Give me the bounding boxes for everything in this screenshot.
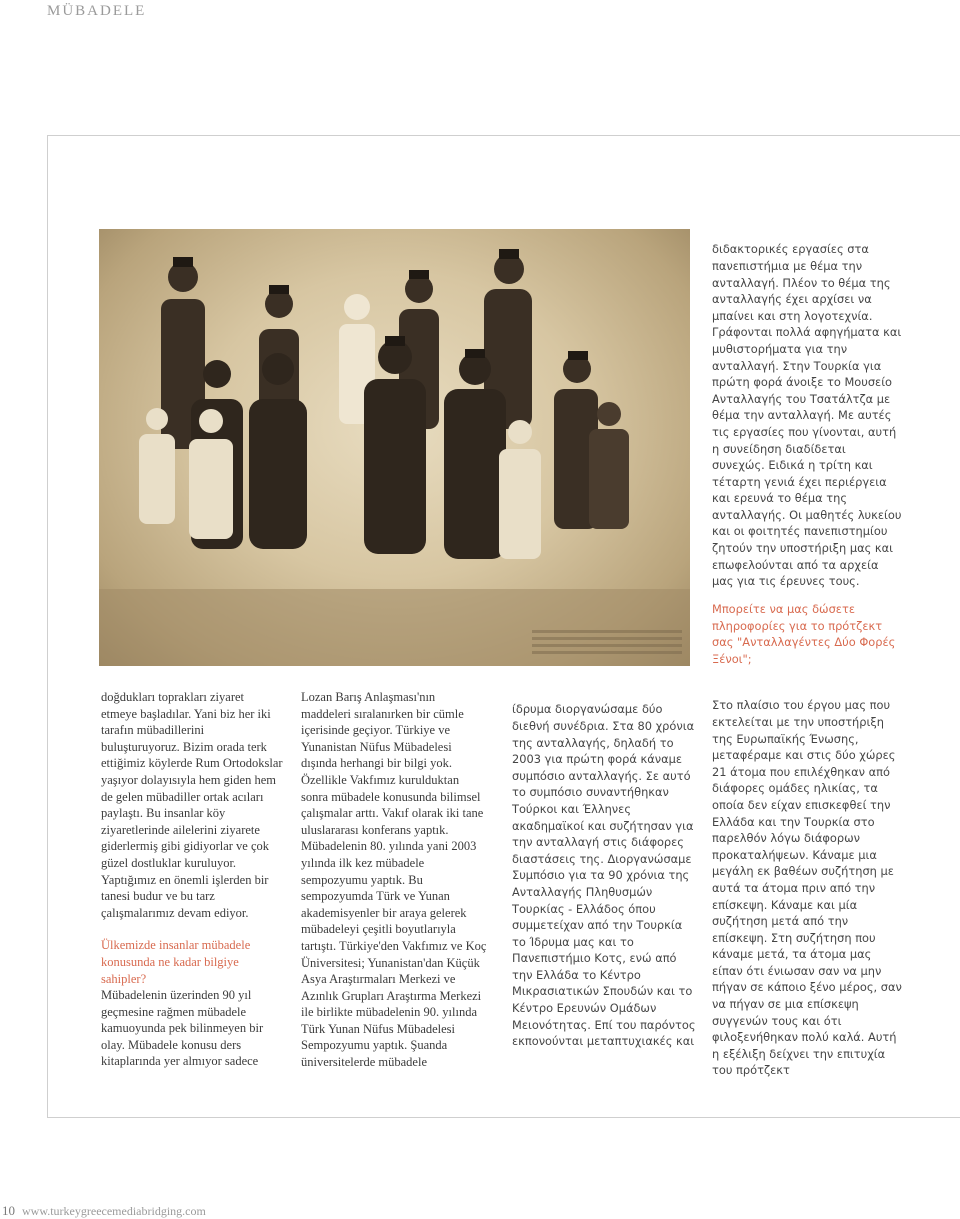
greek-column-2-bottom: [712, 686, 902, 1090]
col1-paragraph-1: doğdukları toprakları ziyaret etmeye başladılar. Yani biz her iki tarafın mübadillerini buluşturuyoruz. Bizim orada terk ettiğimiz köylerde Rum Ortodokslar yaşıyor dolayısıyla hem giden hem de gelen mübadiller ortak acıları paylaştı. Bu insanlar köy ziyaretlerinde ailelerini ziyarete giderlermiş gibi gidiyorlar ve çok güzel dostluklar kuruluyor. Yaptığımız en önemli işlerden bir tanesi budur ve bu tarz çalışmalarımız devam ediyor.: [101, 690, 283, 920]
greek-column-2-top: [712, 230, 902, 679]
col4-paragraph-1: διδακτορικές εργασίες στα πανεπιστήμια με θέμα την ανταλλαγή. Πλέον το θέμα της ανταλλαγής έχει αρχίσει να μπαίνει και στη λογοτεχνία. Γράφονται πολλά αφηγήματα και μυθιστορήματα για την ανταλλαγή. Στην Τουρκία για πρώτη φορά άνοιξε το Μουσείο Ανταλλαγής του Τσατάλτζα με θέμα την ανταλλαγή. Με αυτές τις εργασίες που γίνονται, αυτή η συνείδηση διαδίδεται συνεχώς. Ειδικά η τρίτη και τέταρτη γενιά έχει περιέργεια και ερευνά το θέμα της ανταλλαγής. Οι μαθητές λυκείου και οι φοιτητές πανεπιστημίου ζητούν την υποστήριξη μας και επωφελούνται από τα αρχεία μας για τις έρευνες τους.: [712, 242, 902, 589]
photo-caption: [532, 630, 682, 658]
turkish-column-1: [101, 689, 283, 1070]
col2-paragraph-1: Lozan Barış Anlaşması'nın maddeleri sıralanırken bir cümle içerisinde geçiyor. Türkiye ve Yunanistan Nüfus Mübadelesi dışında herhangi bir bilgi yok. Özellikle Vakfımız kurulduktan sonra mübadele konusunda bilimsel çalışmalar arttı. Vakıf olarak iki tane uluslararası konferans yaptık. Mübadelenin 80. yılında yani 2003 yılında ilk kez mübadele sempozyumu yaptık. Bu sempozyumda Türk ve Yunan akademisyenler bir araya gelerek mübadeleyi çeşitli boyutlarıyla tartıştı. Türkiye'den Vakfımız ve Koç Üniversitesi; Yunanistan'dan Küçük Asya Araştırmaları Merkezi ve Azınlık Grupları Araştırma Merkezi ile birlikte mübadelenin 90. yılında Türk Yunan Nüfus Mübadelesi Sempozyumu yaptık. Şuanda üniversitelerde mübadele: [301, 690, 487, 1070]
col4-paragraph-2: Στο πλαίσιο του έργου μας που εκτελείται με την υποστήριξη της Ευρωπαϊκής Ένωσης, μεταφέραμε και στις δύο χώρες 21 άτομα που επιλέχθηκαν από διάφορες ομάδες ηλικίας, τα οποία δεν είχαν επισκεφθεί την Ελλάδα και την Τουρκία στο παρελθόν λόγω διάφορων προκαταλήψεων. Κάναμε μια μεγάλη εκ βαθέων συζήτηση με αυτά τα άτομα πριν από την επίσκεψη. Κάναμε και μία συζήτηση μετά από την επίσκεψη. Στη συζήτηση που κάναμε μετά, τα άτομα μας είπαν ότι ένιωσαν σαν να μην πήγαν σε κάποιο ξένο μέρος, σαν να πήγαν σε μια επίσκεψη συγγενών τους και ότι φιλοξενήθηκαν πολύ καλά. Αυτή η εξέλιξη δείχνει την επιτυχία του πρότζεκτ: [712, 698, 902, 1078]
footer-url[interactable]: www.turkeygreecemediabridging.com: [22, 1204, 206, 1218]
turkish-column-2: [301, 689, 487, 1071]
col4-question-heading: Μπορείτε να μας δώσετε πληροφορίες για το πρότζεκτ σας "Ανταλλαγέντες Δύο Φορές Ξένοι";: [712, 602, 896, 667]
page-number: 10: [2, 1203, 15, 1218]
photo-figures: [99, 229, 690, 666]
section-title: MÜBADELE: [47, 3, 147, 19]
col1-question-heading: Ülkemizde insanlar mübadele konusunda ne kadar bilgiye sahipler?: [101, 938, 251, 986]
family-portrait-photo: [99, 229, 690, 666]
greek-column-1: [512, 690, 698, 1061]
col1-paragraph-2: Mübadelenin üzerinden 90 yıl geçmesine rağmen mübadele kamuoyunda pek bilinmeyen bir olay. Mübadele konusu ders kitaplarında yer almıyor sadece: [101, 988, 264, 1069]
col3-paragraph-1: ίδρυμα διοργανώσαμε δύο διεθνή συνέδρια. Στα 80 χρόνια της ανταλλαγής, δηλαδή το 2003 για πρώτη φορά κάναμε συμπόσιο ανταλλαγής. Σε αυτό το συμπόσιο συναντήθηκαν Τούρκοι και Έλληνες ακαδημαϊκοί και συζήτησαν για την ανταλλαγή στις διάφορες διαστάσεις της. Διοργανώσαμε Συμπόσιο για τα 90 χρόνια της Ανταλλαγής Πληθυσμών Τουρκίας - Ελλάδος όπου συμμετείχαν από την Τουρκία το Ίδρυμα μας και το Πανεπιστήμιο Κοτς, ενώ από την Ελλάδα το Κέντρο Μικρασιατικών Σπουδών και το Κέντρο Ερευνών Ομάδων Μειονότητας. Επί του παρόντος εκπονούνται μεταπτυχιακές και: [512, 702, 696, 1049]
page-footer: [2, 1203, 206, 1219]
